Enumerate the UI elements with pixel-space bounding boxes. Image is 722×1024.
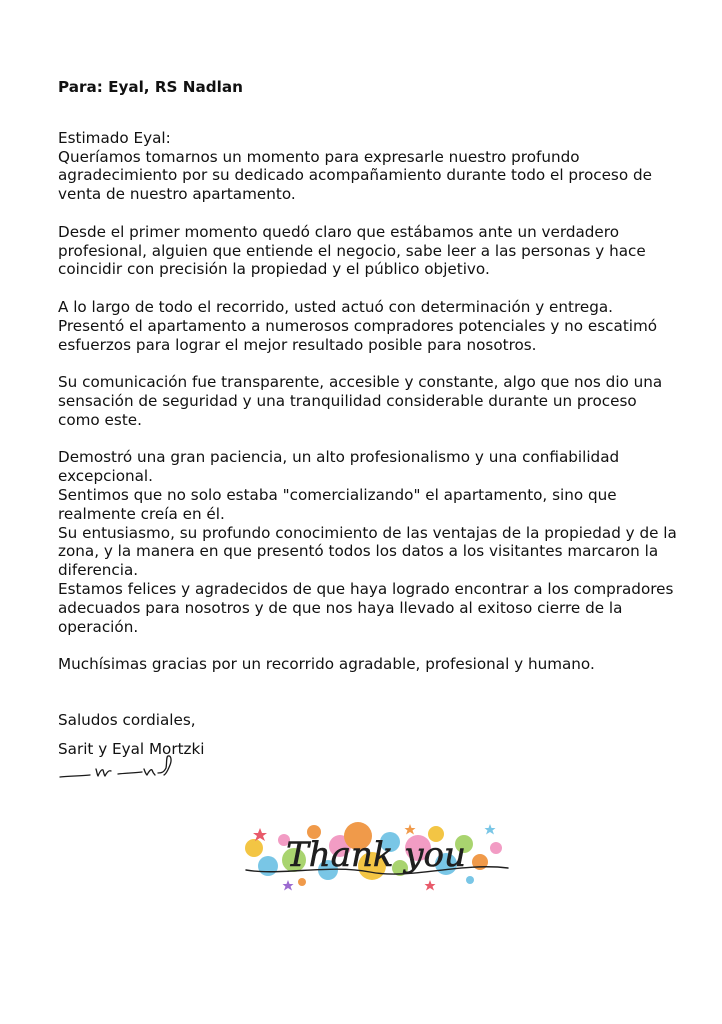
paragraph-9: Muchísimas gracias por un recorrido agradable, profesional y humano. — [58, 655, 595, 674]
paragraph-2: Desde el primer momento quedó claro que estábamos ante un verdadero profesional, alguien que entiende el negocio, sabe leer a las personas y hace coincidir con precisión la propiedad y el público objetivo. — [58, 222, 646, 279]
signature-image — [58, 752, 188, 784]
recipient-line: Para: Eyal, RS Nadlan — [58, 78, 243, 96]
signer-names: Sarit y Eyal Mortzki — [58, 739, 205, 758]
paragraph-1: Queríamos tomarnos un momento para expresarle nuestro profundo agradecimiento por su dedicado acompañamiento durante todo el proceso de venta de nuestro apartamento. — [58, 147, 652, 204]
paragraph-8: Estamos felices y agradecidos de que haya logrado encontrar a los compradores adecuados para nosotros y de que nos haya llevado al exitoso cierre de la operación. — [58, 579, 674, 636]
paragraph-7: Su entusiasmo, su profundo conocimiento de las ventajas de la propiedad y de la zona, y la manera en que presentó todos los datos a los visitantes marcaron la diferencia. — [58, 523, 677, 580]
greeting: Estimado Eyal: — [58, 128, 171, 147]
paragraph-6: Sentimos que no solo estaba "comercializando" el apartamento, sino que realmente creía en él. — [58, 485, 617, 523]
thank-you-text: Thank you — [286, 835, 466, 875]
paragraph-4: Su comunicación fue transparente, accesible y constante, algo que nos dio una sensación de seguridad y una tranquilidad considerable durante un proceso como este. — [58, 373, 663, 429]
closing: Saludos cordiales, — [58, 710, 196, 729]
thank-you-confetti-icon — [240, 818, 512, 892]
paragraph-5: Demostró una gran paciencia, un alto profesionalismo y una confiabilidad excepcional. — [58, 448, 620, 486]
letter — [58, 78, 678, 758]
paragraph-3: A lo largo de todo el recorrido, usted actuó con determinación y entrega. Presentó el apartamento a numerosos compradores potenciales y no escatimó esfuerzos para lograr el mejor resultado posible para nosotros. — [58, 297, 658, 354]
